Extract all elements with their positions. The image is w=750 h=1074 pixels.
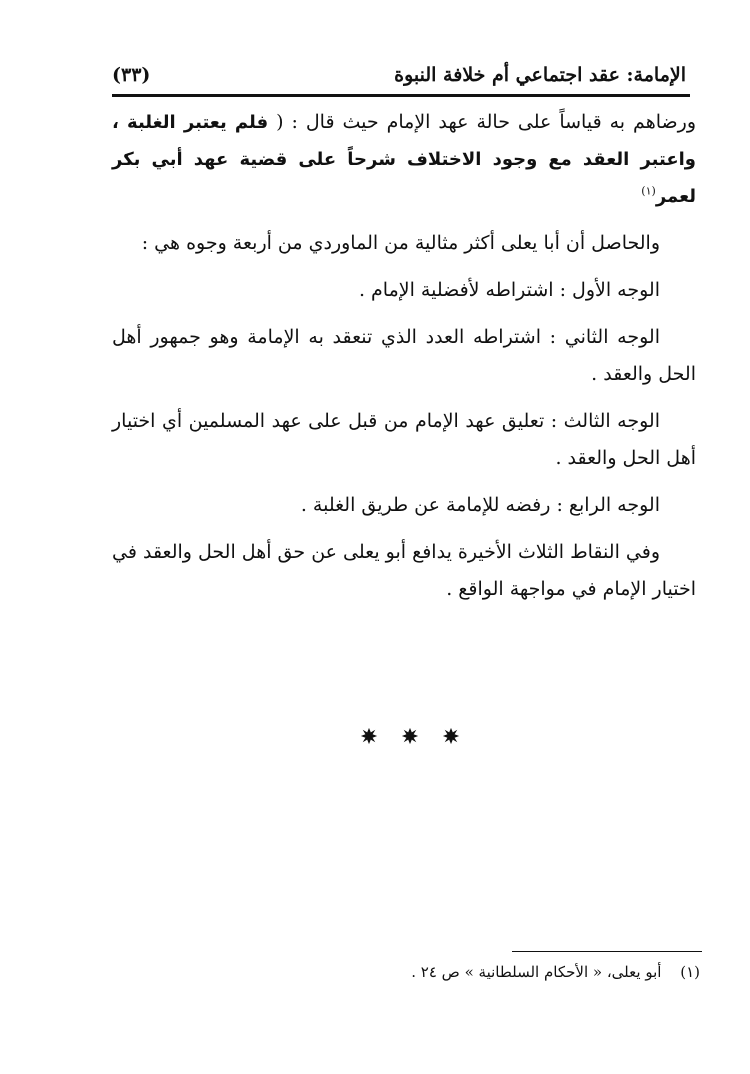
footnote [300,960,700,984]
paragraph-aspect-1: الوجه الأول : اشتراطه لأفضلية الإمام . [358,279,660,301]
paragraph-aspect-2: الوجه الثاني : اشتراطه العدد الذي تنعقد به الإمامة وهو جمهور أهل الحل والعقد . [112,326,696,385]
star-ornament-icon [401,727,419,745]
star-ornament-icon [442,727,460,745]
paragraph-aspect-4: الوجه الرابع : رفضه للإمامة عن طريق الغلبة . [300,494,660,516]
quote-bold-text: فلم يعتبر الغلبة ، واعتبر العقد مع وجود الاختلاف شرحاً على قضية عهد أبي بكر لعمر [112,112,696,207]
paragraph-conclusion: وفي النقاط الثلاث الأخيرة يدافع أبو يعلى عن حق أهل الحل والعقد في اختيار الإمام في مواجهة الواقع . [112,541,696,600]
paragraph-quote [112,104,696,215]
paragraph-summary: والحاصل أن أبا يعلى أكثر مثالية من الماوردي من أربعة وجوه هي : [141,232,660,254]
section-separator [360,722,460,750]
footnote-rule [512,951,702,952]
body-text [112,104,696,608]
footnote-ref: (١) [641,184,656,198]
star-ornament-icon [360,727,378,745]
header-rule [112,94,690,97]
quote-lead: ورضاهم به قياساً على حالة عهد الإمام حيث قال : ( [276,111,696,133]
footnote-marker: (١) [680,963,700,981]
paragraph-aspect-3: الوجه الثالث : تعليق عهد الإمام من قبل على عهد المسلمين أي اختيار أهل الحل والعقد . [112,410,696,469]
page-header [112,58,686,92]
page-number: (٣٣) [112,64,151,86]
footnote-text: أبو يعلى، « الأحكام السلطانية » ص ٢٤ . [411,963,662,981]
running-title: الإمامة: عقد اجتماعي أم خلافة النبوة [394,64,686,86]
